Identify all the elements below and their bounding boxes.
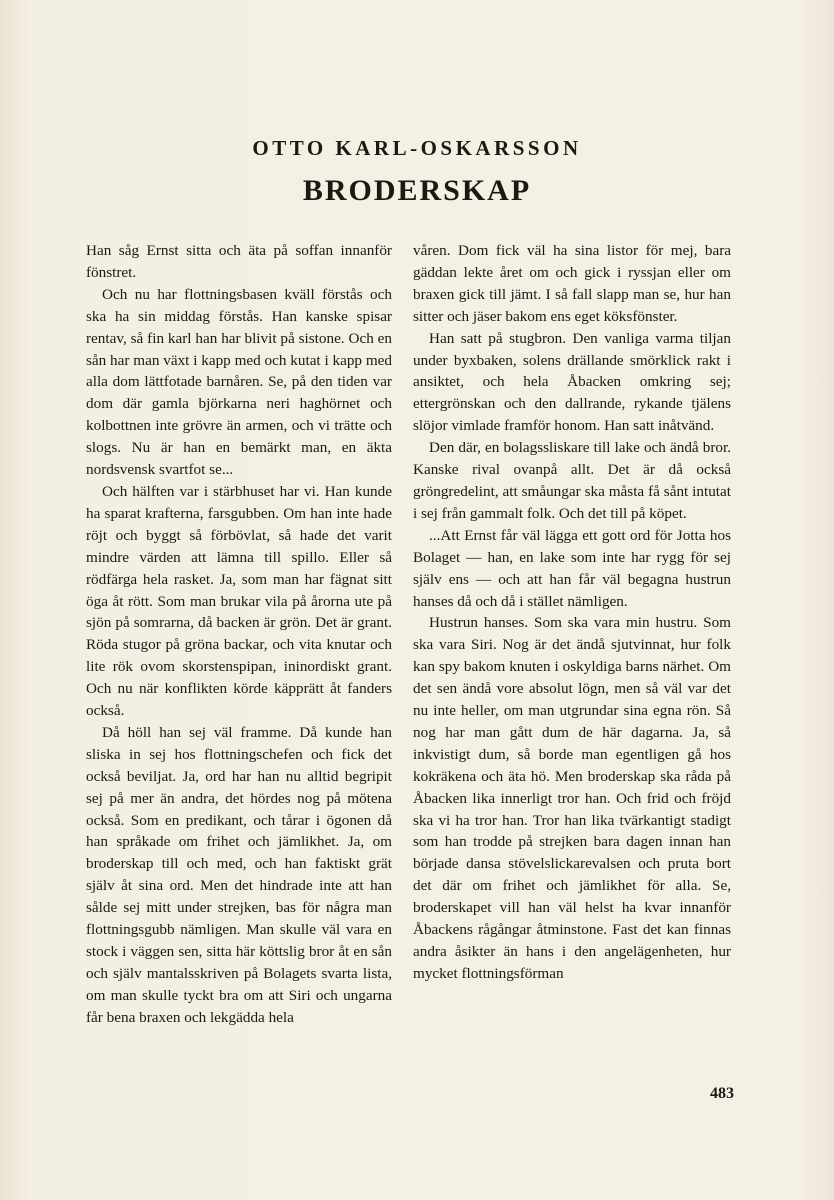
paragraph: Han såg Ernst sitta och äta på soffan innanför fönstret. (86, 242, 392, 281)
author-name: OTTO KARL-OSKARSSON (252, 136, 582, 160)
chapter-title: BRODERSKAP (302, 174, 532, 207)
right-column (413, 240, 731, 985)
paragraph: ...Att Ernst får väl lägga ett gott ord för Jotta hos Bolaget — han, en lake som inte har rygg för sej själv ens — och att han får väl begagna hustrun hanses då och då i stället nämligen. (413, 526, 731, 610)
paragraph: Hustrun hanses. Som ska vara min hustru. Som ska vara Siri. Nog är det ändå sjutvinnat, hur folk kan spy bakom knuten i oskyldiga barns närhet. Om det sen ändå vore absolut lögn, men så väl var det nu inte heller, om man utgrundar sina egna rön. Så nog har man gått dum de här dagarna. Ja, så inkvistigt dum, så borde man egentligen gå hos kokräkena och äta hö. Men broderskap ska råda på Åbacken lika innerligt tror han. Och frid och fröjd ska vi ha tror han. Tror han lika tvärkantigt stadigt som han trodde på strejken bara dagen innan han började dansa stövelslickarevalsen och pruta bort det där om frihet och jämlikhet för alla. Se, broderskapet vill han väl helst ha kvar innanför Åbackens rågångar åtminstone. Fast det kan finnas andra åsikter än hans i den angelägenheten, hur mycket flottningsförman (413, 614, 731, 982)
paragraph: Då höll han sej väl framme. Då kunde han sliska in sej hos flottningschefen och fick det också beviljat. Ja, ord har han nu alltid begripit sej på mer än andra, det hördes nog på mötena också. Som en predikant, och tårar i ögonen då han språkade om frihet och jämlikhet. Ja, om broderskap till och med, och han faktiskt grät själv åt sina ord. Men det hindrade inte att han sålde sej mitt under strejken, bas för några man flottningsgubb nämligen. Man skulle väl vara en stock i väggen sen, sitta här köttslig bror åt en sån och själv mantalsskriven på Bolagets svarta lista, om man skulle tyckt bra om att Siri och ungarna får bena braxen och lekgädda hela (86, 723, 392, 1026)
paragraph: Och hälften var i stärbhuset har vi. Han kunde ha sparat krafterna, farsgubben. Om han inte hade röjt och byggt så förbövlat, så hade det varit mindre värden att lämna till spillo. Eller så rödfärga hela rasket. Ja, som man har fägnat sitt öga åt rött. Som man brukar vila på årorna ute på sjön på somrarna, då backen är grön. Det är grant. Röda stugor på gröna backar, och vita knutar och lite rök ovom skorstenspipan, ininordiskt grant. Och nu när konflikten körde käpprätt åt fanders också. (86, 482, 392, 720)
paragraph: Och nu har flottningsbasen kväll förstås och ska ha sin middag förstås. Han kanske spisar rentav, så fin karl han har blivit på sistone. Och en sån har man växt i kapp med och kutat i kapp med alla dom lättfotade barnåren. Se, på den tiden var dom där gamla björkarna neri haghörnet och kolbottnen inte grövre än armen, och vi trätte och slogs. Nu är han en bemärkt man, en äkta nordsvensk svartfot se... (86, 285, 392, 479)
paragraph: våren. Dom fick väl ha sina listor för mej, bara gäddan lekte året om och gick i ryssjan eller om braxen gick till jämt. I så fall slapp man se, hur han sitter och jäser bakom ens eget köksfönster. (413, 242, 731, 325)
paragraph: Han satt på stugbron. Den vanliga varma tiljan under byxbaken, solens drällande smörklick rakt i ansiktet, och hela Åbacken omkring sej; ettergrönskan och den dallrande, rykande tjälens slöjor vimlade framför honom. Han satt inåtvänd. (413, 329, 731, 435)
page-number: 483 (710, 1085, 734, 1102)
left-column (86, 240, 392, 1029)
paragraph: Den där, en bolagssliskare till lake och ändå bror. Kanske rival ovanpå allt. Det är då också gröngredelint, att småungar ska måsta få sånt intutat i sej från gammalt folk. Och det till på köpet. (413, 439, 731, 522)
